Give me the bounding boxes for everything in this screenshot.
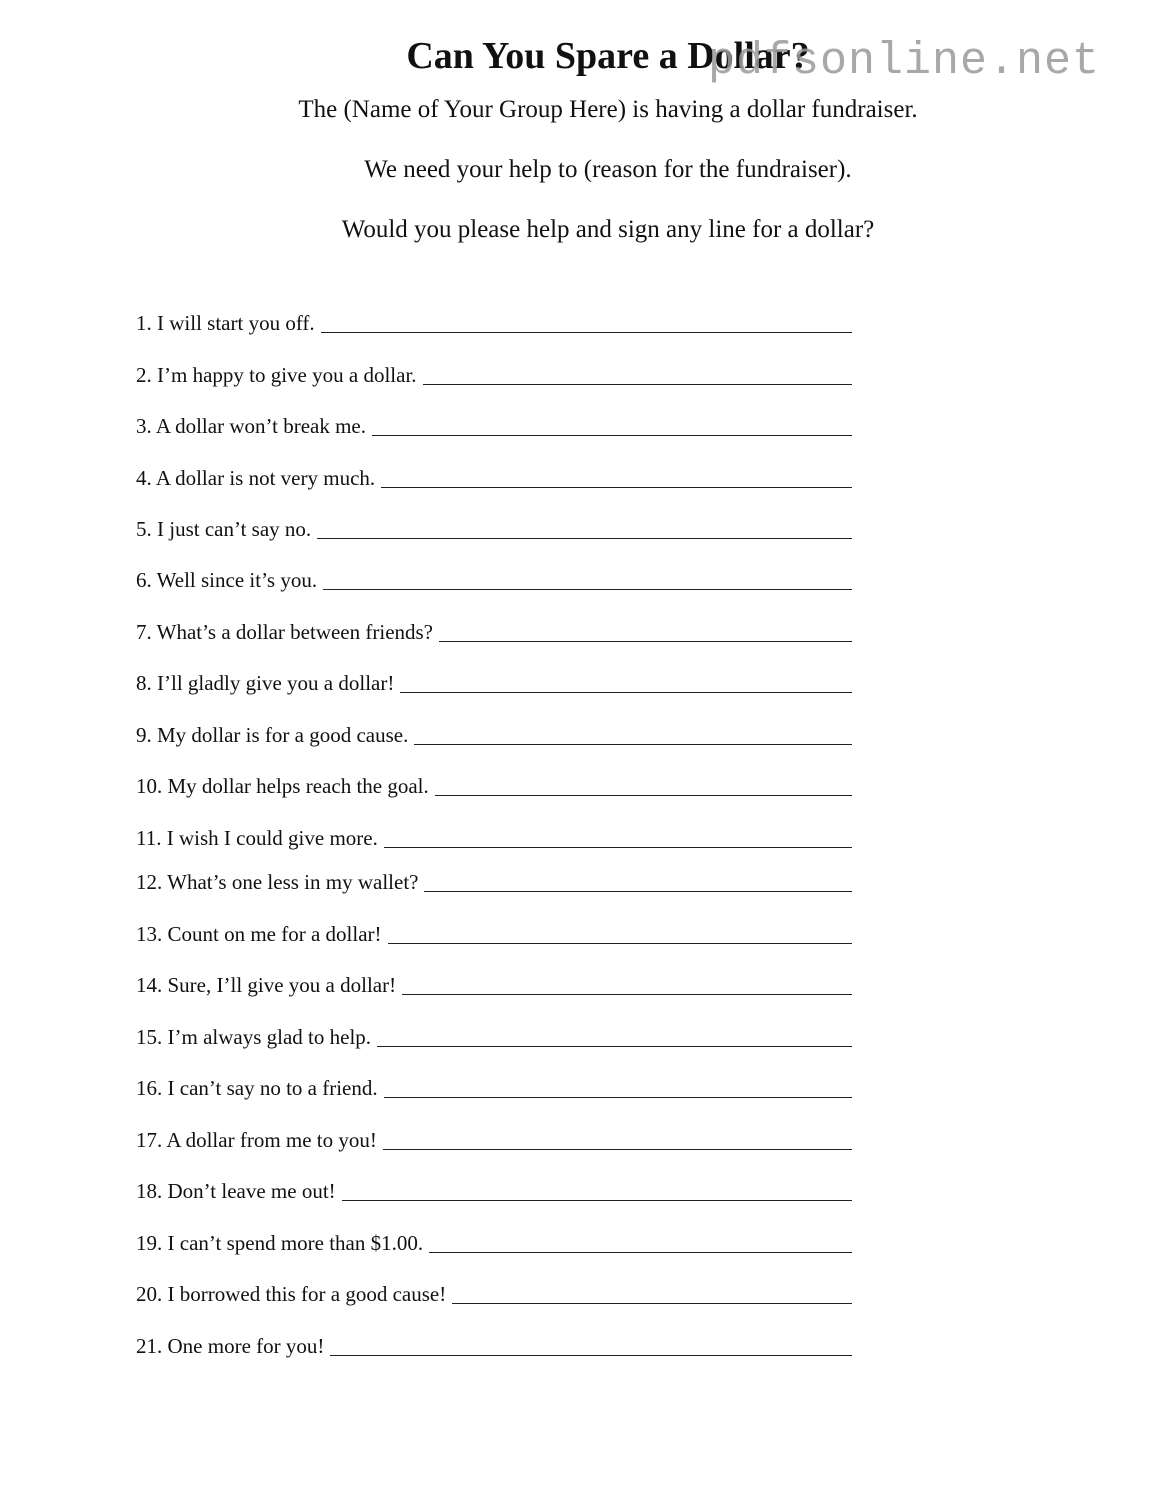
- signature-line-1: [136, 311, 852, 336]
- signature-field[interactable]: [384, 829, 852, 848]
- signature-line-8: [136, 671, 852, 696]
- signature-line-label: 10. My dollar helps reach the goal.: [136, 774, 429, 798]
- signature-field[interactable]: [452, 1285, 852, 1304]
- signature-field[interactable]: [439, 623, 852, 642]
- signature-line-label: 21. One more for you!: [136, 1334, 325, 1358]
- signature-line-label: 7. What’s a dollar between friends?: [136, 620, 434, 644]
- signature-field[interactable]: [330, 1337, 852, 1356]
- signature-field[interactable]: [435, 777, 852, 796]
- signature-line-13: [136, 922, 852, 947]
- signature-field[interactable]: [381, 469, 852, 488]
- signature-line-17: [136, 1128, 852, 1153]
- signature-field[interactable]: [414, 726, 852, 745]
- signature-line-label: 12. What’s one less in my wallet?: [136, 870, 419, 894]
- signature-field[interactable]: [342, 1182, 852, 1201]
- signature-line-label: 4. A dollar is not very much.: [136, 466, 376, 490]
- signature-field[interactable]: [388, 925, 852, 944]
- page-title: Can You Spare a Dollar?: [406, 35, 810, 77]
- signature-line-label: 15. I’m always glad to help.: [136, 1025, 372, 1049]
- signature-line-label: 3. A dollar won’t break me.: [136, 414, 366, 438]
- signature-line-19: [136, 1231, 852, 1256]
- signature-line-21: [136, 1334, 852, 1359]
- signature-line-15: [136, 1025, 852, 1050]
- signature-line-label: 11. I wish I could give more.: [136, 826, 378, 850]
- signature-line-label: 19. I can’t spend more than $1.00.: [136, 1231, 424, 1255]
- signature-field[interactable]: [383, 1131, 852, 1150]
- signature-line-14: [136, 973, 852, 998]
- signature-line-4: [136, 466, 852, 491]
- signature-line-2: [136, 363, 852, 388]
- signature-line-20: [136, 1282, 852, 1307]
- signature-line-label: 16. I can’t say no to a friend.: [136, 1076, 378, 1100]
- signature-line-5: [136, 517, 852, 542]
- signature-line-6: [136, 568, 852, 593]
- signature-line-label: 5. I just can’t say no.: [136, 517, 312, 541]
- signature-line-11: [136, 826, 852, 851]
- signature-field[interactable]: [429, 1234, 852, 1253]
- signature-line-label: 18. Don’t leave me out!: [136, 1179, 336, 1203]
- intro-line-1: The (Name of Your Group Here) is having a dollar fundraiser.: [298, 96, 918, 123]
- watermark: pdfsonline.net: [708, 36, 1101, 87]
- signature-field[interactable]: [423, 366, 852, 385]
- signature-line-label: 17. A dollar from me to you!: [136, 1128, 377, 1152]
- signature-line-18: [136, 1179, 852, 1204]
- signature-line-label: 6. Well since it’s you.: [136, 568, 318, 592]
- signature-line-label: 20. I borrowed this for a good cause!: [136, 1282, 447, 1306]
- signature-field[interactable]: [400, 674, 852, 693]
- signature-line-label: 1. I will start you off.: [136, 311, 315, 335]
- signature-line-label: 9. My dollar is for a good cause.: [136, 723, 409, 747]
- intro-line-3: Would you please help and sign any line for a dollar?: [341, 216, 875, 243]
- signature-line-7: [136, 620, 852, 645]
- intro-line-2: We need your help to (reason for the fundraiser).: [364, 156, 852, 183]
- signature-line-9: [136, 723, 852, 748]
- signature-line-3: [136, 414, 852, 439]
- signature-field[interactable]: [377, 1028, 852, 1047]
- signature-field[interactable]: [424, 873, 852, 892]
- signature-field[interactable]: [323, 571, 852, 590]
- signature-line-12: [136, 870, 852, 895]
- signature-field[interactable]: [402, 976, 852, 995]
- signature-line-label: 13. Count on me for a dollar!: [136, 922, 382, 946]
- signature-field[interactable]: [317, 520, 852, 539]
- signature-field[interactable]: [321, 314, 852, 333]
- signature-line-label: 14. Sure, I’ll give you a dollar!: [136, 973, 397, 997]
- signature-line-label: 2. I’m happy to give you a dollar.: [136, 363, 417, 387]
- signature-line-10: [136, 774, 852, 799]
- signature-line-label: 8. I’ll gladly give you a dollar!: [136, 671, 395, 695]
- signature-line-16: [136, 1076, 852, 1101]
- signature-field[interactable]: [372, 417, 852, 436]
- signature-field[interactable]: [384, 1079, 852, 1098]
